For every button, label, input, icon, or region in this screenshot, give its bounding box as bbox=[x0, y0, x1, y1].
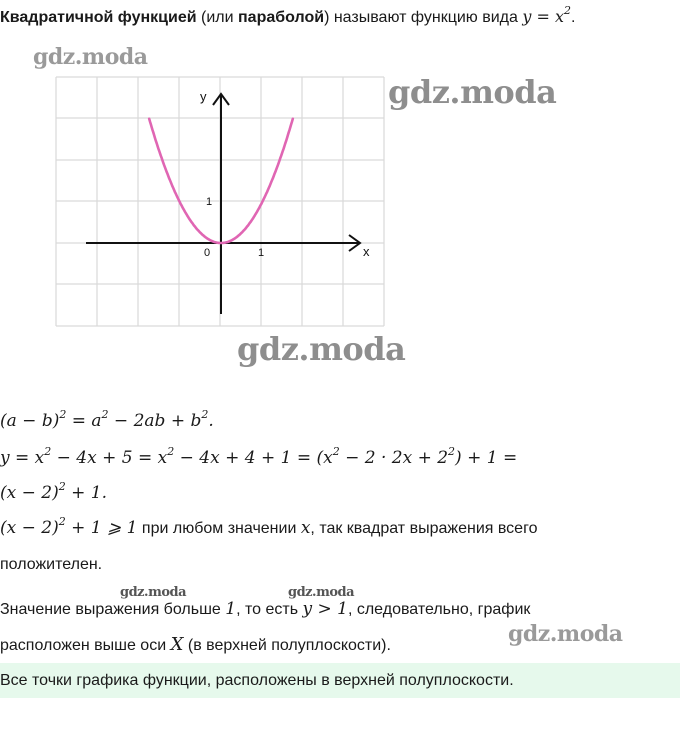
text-line-5: положителен. bbox=[0, 556, 103, 573]
text-line-7: расположен выше оси X (в верхней полуплоскости). bbox=[0, 634, 391, 655]
watermark: gdz.moda bbox=[508, 621, 623, 647]
grid bbox=[56, 77, 384, 326]
watermark: gdz.moda bbox=[288, 585, 355, 600]
y-tick-label: 1 bbox=[206, 196, 213, 208]
y-axis-arrow-icon bbox=[213, 94, 229, 105]
watermark: gdz.moda bbox=[120, 585, 187, 600]
conclusion-note: Все точки графика функции, расположены в верхней полуплоскости. bbox=[0, 663, 680, 698]
formula-line-3: $(x - 2)^2 + 1$. bbox=[0, 480, 108, 503]
origin-label: 0 bbox=[204, 247, 211, 259]
text-line-4: $(x - 2)^2 + 1$ ⩾ 1 при любом значении x, так квадрат выражения всего bbox=[0, 515, 538, 538]
text-line-6: Значение выражения больше 1, то есть y > 1, следовательно, график bbox=[0, 599, 531, 619]
x-tick-label: 1 bbox=[258, 247, 265, 259]
intro-line: Квадратичной функцией (или параболой) называют функцию вида $y = x^2$. bbox=[0, 4, 576, 26]
watermark: gdz.moda bbox=[388, 73, 557, 111]
formula-y-x2: $y = x^2$ bbox=[522, 4, 571, 26]
watermark: gdz.moda bbox=[33, 44, 148, 70]
x-axis-label: x bbox=[363, 244, 370, 259]
term-parabola: параболой bbox=[238, 9, 325, 26]
term-quadratic-function: Квадратичной функцией bbox=[0, 9, 197, 26]
x-axis-arrow-icon bbox=[349, 235, 360, 251]
formula-line-2: $y = x^2 - 4x + 5 = x^2 - 4x + 4 + 1 = (x^2 - 2 \cdot 2x + 2^2) + 1$ = bbox=[0, 445, 518, 468]
parabola-curve bbox=[149, 119, 293, 243]
axes bbox=[86, 94, 360, 314]
y-axis-label: y bbox=[200, 89, 207, 104]
watermark: gdz.moda bbox=[237, 330, 406, 368]
formula-line-1: $(a - b)^2 = a^2 - 2ab + b^2$. bbox=[0, 408, 214, 431]
